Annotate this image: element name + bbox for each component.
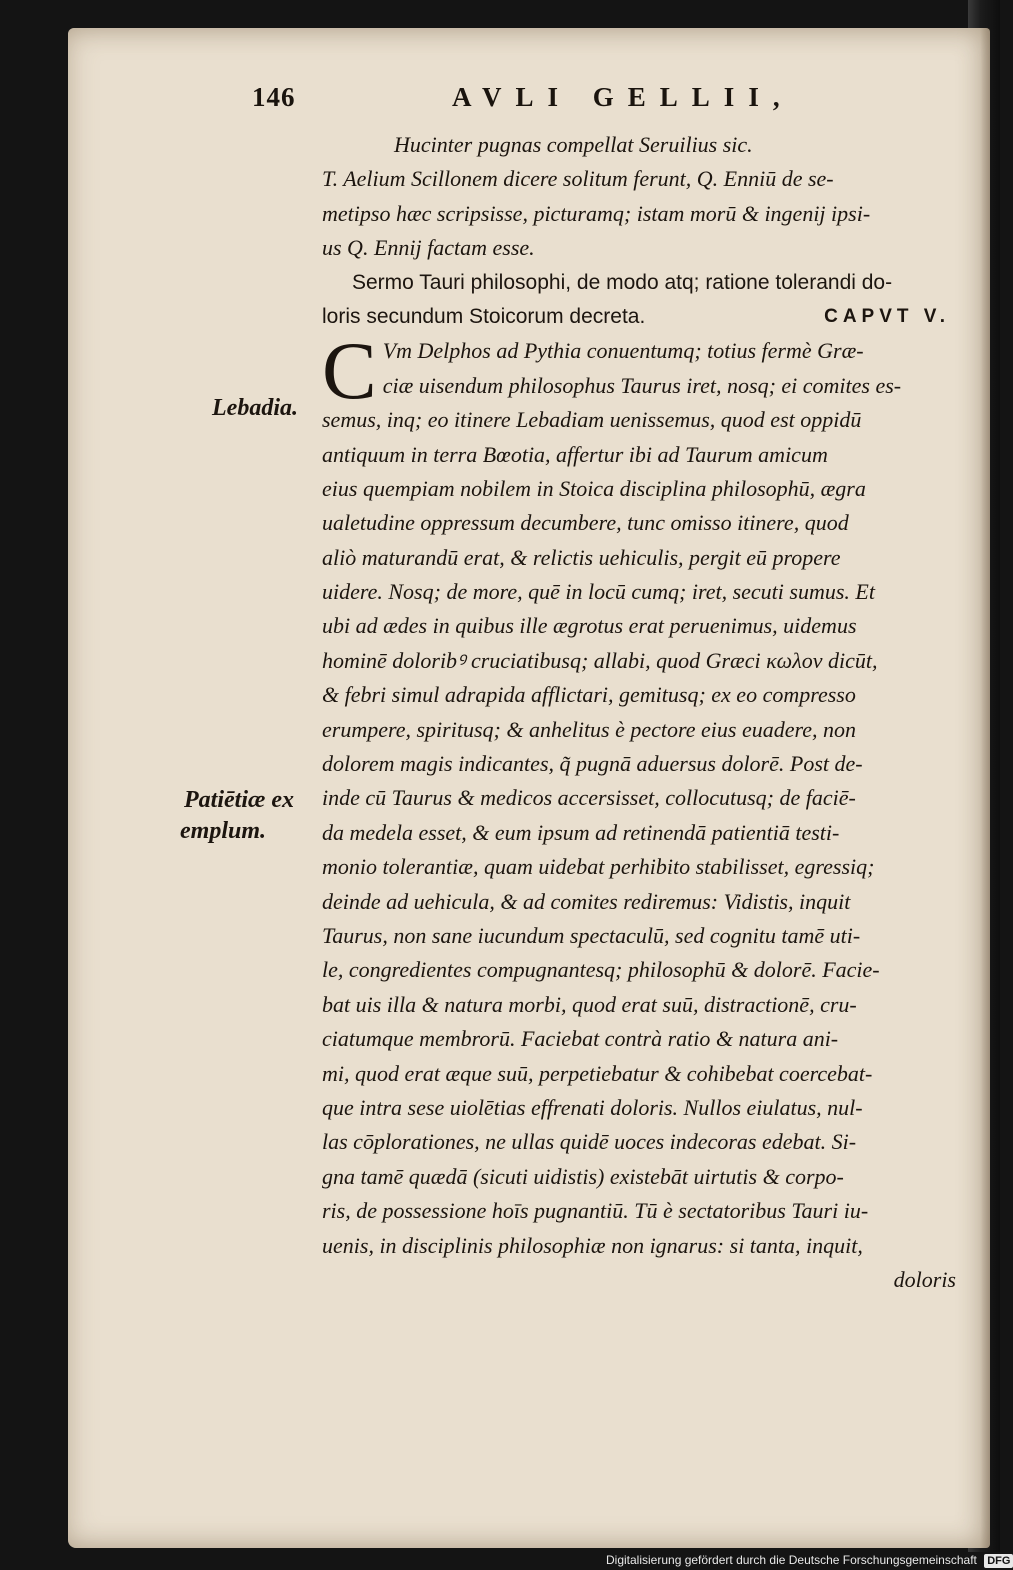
text-line: erumpere, spiritusq; & anhelitus è pectore eius euadere, non <box>322 716 857 742</box>
text-line: monio tolerantiæ, quam uidebat perhibito stabilisset, egressiq; <box>322 854 875 880</box>
text-line: ualetudine oppressum decumbere, tunc omisso itinere, quod <box>322 510 849 536</box>
text-line: aliò maturandū erat, & relictis uehiculis, pergit eū propere <box>322 544 841 570</box>
chapter-heading-line-1: Sermo Tauri philosophi, de modo atq; ratione tolerandi do- <box>352 270 893 294</box>
text-line: deinde ad uehicula, & ad comites rediremus: Vidistis, inquit <box>322 888 851 914</box>
text-line: dolorem magis indicantes, q̃ pugnā aduersus dolorē. Post de- <box>322 751 863 777</box>
text-block <box>322 128 962 1297</box>
text-line: eius quempiam nobilem in Stoica disciplina philosophū, ægra <box>322 475 866 501</box>
text-line: inde cū Taurus & medicos accersisset, collocutusq; de faciē- <box>322 785 856 811</box>
chapter-heading-text: loris secundum Stoicorum decreta. <box>322 304 646 328</box>
chapter-heading-line-2 <box>322 300 962 334</box>
text-line: ciatumque membrorū. Faciebat contrà ratio & natura ani- <box>322 1026 839 1052</box>
text-line: Taurus, non sane iucundum spectaculū, sed cognitu tamē uti- <box>322 922 861 948</box>
text-line: gna tamē quædā (sicuti uidistis) existebāt uirtutis & corpo- <box>322 1163 844 1189</box>
margin-note-patientiae-2: emplum. <box>180 818 267 844</box>
text-line: & febri simul adrapida afflictari, gemitusq; ex eo compresso <box>322 682 856 708</box>
text-line: antiquum in terra Bœotia, affertur ibi ad Taurum amicum <box>322 441 828 467</box>
text-line: las cōplorationes, ne ullas quidē uoces indecoras edebat. Si- <box>322 1129 857 1155</box>
footer-credit <box>606 1551 1011 1570</box>
text-line: ciæ uisendum philosophus Taurus iret, nosq; ei comites es- <box>382 372 902 398</box>
page-number: 146 <box>252 82 296 112</box>
text-line: da medela esset, & eum ipsum ad retinendā patientiā testi- <box>322 819 840 845</box>
paragraph <box>322 325 962 1297</box>
catchword: doloris <box>893 1266 956 1292</box>
margin-note-patientiae-1: Patiētiæ ex <box>184 787 294 813</box>
dfg-logo: DFG <box>984 1554 1013 1568</box>
text-line: semus, inq; eo itinere Lebadiam uenissemus, quod est oppidū <box>322 407 862 433</box>
text-line: mi, quod erat æque suū, perpetiebatur & cohibebat coercebat- <box>322 1060 873 1086</box>
running-head <box>252 82 842 122</box>
text-line: bat uis illa & natura morbi, quod erat suū, distractionē, cru- <box>322 991 857 1017</box>
text-line: us Q. Ennij factam esse. <box>322 235 535 261</box>
text-line: uidere. Nosq; de more, quē in locū cumq; iret, secuti sumus. Et <box>322 579 875 605</box>
text-line: metipso hæc scripsisse, picturamq; istam morū & ingenij ipsi- <box>322 200 871 226</box>
running-title: AVLI GELLII, <box>452 82 794 112</box>
text-line: ris, de possessione hoīs pugnantiū. Tū è sectatoribus Tauri iu- <box>322 1198 869 1224</box>
margin-note-lebadia: Lebadia. <box>212 395 298 421</box>
text-line: uenis, in disciplinis philosophiæ non ignarus: si tanta, inquit, <box>322 1232 863 1258</box>
text-line: T. Aelium Scillonem dicere solitum ferunt, Q. Enniū de se- <box>322 166 834 192</box>
text-line: Vm Delphos ad Pythia conuentumq; totius fermè Græ- <box>382 338 864 364</box>
drop-cap: C <box>322 325 377 417</box>
text-line: hominē doloribꝰ cruciatibusq; allabi, quod Græci κωλον dicūt, <box>322 647 878 673</box>
footer-text: Digitalisierung gefördert durch die Deutsche Forschungsgemeinschaft <box>606 1553 977 1567</box>
text-line: ubi ad ædes in quibus ille ægrotus erat peruenimus, uidemus <box>322 613 857 639</box>
text-line: que intra sese uiolētias effrenati doloris. Nullos eiulatus, nul- <box>322 1094 863 1120</box>
text-line: Hucinter pugnas compellat Seruilius sic. <box>394 132 753 157</box>
text-line: le, congredientes compugnantesq; philosophū & dolorē. Facie- <box>322 957 880 983</box>
chapter-label: CAPVT V. <box>824 305 950 327</box>
